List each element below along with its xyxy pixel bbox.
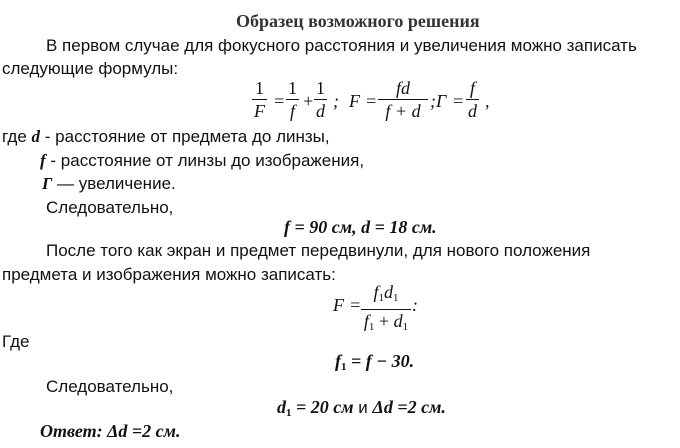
comma: , [485,91,490,111]
therefore-2: Следовательно, [46,377,174,396]
fraction-1-over-d: 1 d [316,78,325,121]
after-line-2: предмета и изображения можно записать: [2,265,336,284]
fraction-f-over-d: f d [468,78,477,121]
after-line-1: После того как экран и предмет передвинули, для нового положения [46,241,591,260]
plus-sign: + [302,91,315,111]
var-gamma: Г [42,174,53,193]
answer-value: Δd =2 см. [107,421,181,441]
result-f: f = 90 см [284,217,353,237]
intro-line-2: следующие формулы: [2,59,179,78]
equals-sign: = [452,91,465,111]
result-2: $d_1 = 20$ см и Δd =2 см. [277,397,446,419]
page-title: Образец возможного решения [236,11,480,31]
fraction-1-over-f: 1 f [288,78,297,121]
definition-f-text: - расстояние от линзы до изображения, [45,151,365,170]
equals-sign: = [273,91,286,111]
focal-F: F [349,91,360,111]
semicolon: ; [430,91,436,111]
formula-f1: $f_1 = f - 30$. [335,351,415,373]
where-label: Где [2,332,30,351]
colon: : [412,295,418,315]
fraction-f1d1-over-f1-plus-d1: $f_1d_1$ $f_1 + d_1$ [361,282,411,337]
var-d: d [31,127,41,146]
answer [40,422,180,440]
definition-gamma-text: — увеличение. [52,174,176,193]
where-lead: где [2,127,32,146]
fraction-fd-over-f-plus-d: fd f + d [378,78,428,121]
answer-label: Ответ: [40,421,108,441]
var-f: f [40,151,46,170]
separator: , [352,217,362,237]
equals-sign: = [365,91,378,111]
semicolon: ; [333,91,339,111]
gamma-symbol: Γ [436,91,447,111]
period: . [432,217,437,237]
focal-F: F [333,295,344,315]
definition-d-text: - расстояние от предмета до линзы, [40,127,330,146]
therefore-1: Следовательно, [46,198,174,217]
intro-line-1: В первом случае для фокусного расстояния и увеличения можно записать [46,36,637,55]
equals-sign: = [349,295,362,315]
fraction-1-over-F: 1 F [254,78,265,121]
result-d: d = 18 см [361,217,433,237]
